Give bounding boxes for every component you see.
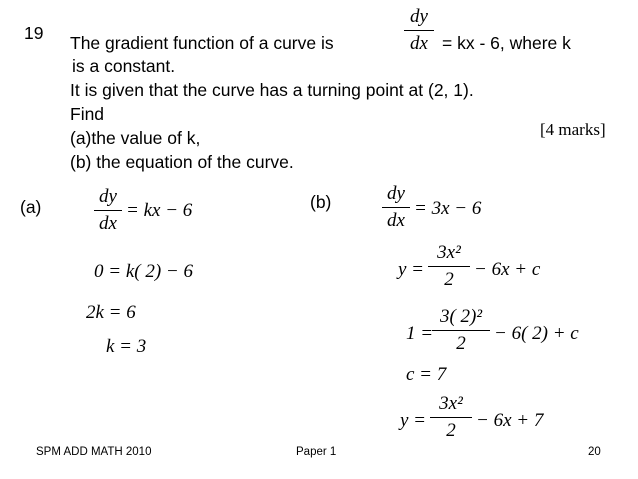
fraction-denominator: dx xyxy=(99,213,117,234)
question-text-line3: It is given that the curve has a turning point at (2, 1). xyxy=(70,80,474,100)
fraction-bar xyxy=(404,30,434,31)
part-b-label: (b) xyxy=(310,192,332,212)
footer-left-text: SPM ADD MATH 2010 xyxy=(36,446,152,458)
fraction-numerator: 3x² xyxy=(439,393,463,414)
question-text-line5: (a)the value of k, xyxy=(70,128,201,148)
fraction-denominator: 2 xyxy=(456,333,466,354)
part-b-equation-2-lhs: y = xyxy=(398,259,425,280)
question-text-line2: is a constant. xyxy=(72,56,176,76)
part-a-equation-1: = kx − 6 xyxy=(126,200,193,221)
question-text-line1-rest: = kx - 6, where k xyxy=(442,33,571,53)
part-a-label: (a) xyxy=(20,197,42,217)
fraction-numerator: dy xyxy=(410,6,428,27)
question-number: 19 xyxy=(24,23,44,43)
fraction-bar xyxy=(382,207,410,208)
part-b-equation-5-lhs: y = xyxy=(400,410,427,431)
part-a-equation-2: 0 = k( 2) − 6 xyxy=(94,261,193,282)
part-a-derivative-fraction xyxy=(94,186,122,235)
fraction-numerator: 3( 2)² xyxy=(439,306,483,327)
part-b-equation-1: = 3x − 6 xyxy=(414,198,482,219)
fraction-bar xyxy=(432,330,490,331)
part-b-equation-3-lhs: 1 = xyxy=(406,323,434,344)
part-a-equation-4: k = 3 xyxy=(106,336,147,357)
fraction-denominator: 2 xyxy=(446,420,456,441)
part-b-equation-3-rhs: − 6( 2) + c xyxy=(494,323,579,344)
fraction-denominator: dx xyxy=(410,33,428,54)
page-number: 20 xyxy=(588,446,601,458)
fraction-numerator: dy xyxy=(99,186,117,207)
part-b-equation-5-fraction xyxy=(430,393,472,442)
fraction-numerator: 3x² xyxy=(437,242,461,263)
fraction-denominator: 2 xyxy=(444,269,454,290)
fraction-bar xyxy=(430,417,472,418)
question-text-line6: (b) the equation of the curve. xyxy=(70,152,294,172)
part-b-equation-3-fraction xyxy=(432,306,490,355)
part-b-equation-2-rhs: − 6x + c xyxy=(474,259,541,280)
question-text-line1: The gradient function of a curve is xyxy=(70,33,334,53)
part-b-equation-5-rhs: − 6x + 7 xyxy=(476,410,544,431)
part-b-derivative-fraction xyxy=(382,183,410,232)
fraction-bar xyxy=(428,266,470,267)
part-a-equation-3: 2k = 6 xyxy=(86,302,136,323)
question-text-line4: Find xyxy=(70,104,105,124)
fraction-denominator: dx xyxy=(387,210,405,231)
fraction-numerator: dy xyxy=(387,183,405,204)
question-derivative-fraction xyxy=(404,6,434,55)
part-b-equation-2-fraction xyxy=(428,242,470,291)
marks-label: [4 marks] xyxy=(540,120,606,139)
fraction-bar xyxy=(94,210,122,211)
footer-center-text: Paper 1 xyxy=(296,446,337,458)
part-b-equation-4: c = 7 xyxy=(406,364,447,385)
